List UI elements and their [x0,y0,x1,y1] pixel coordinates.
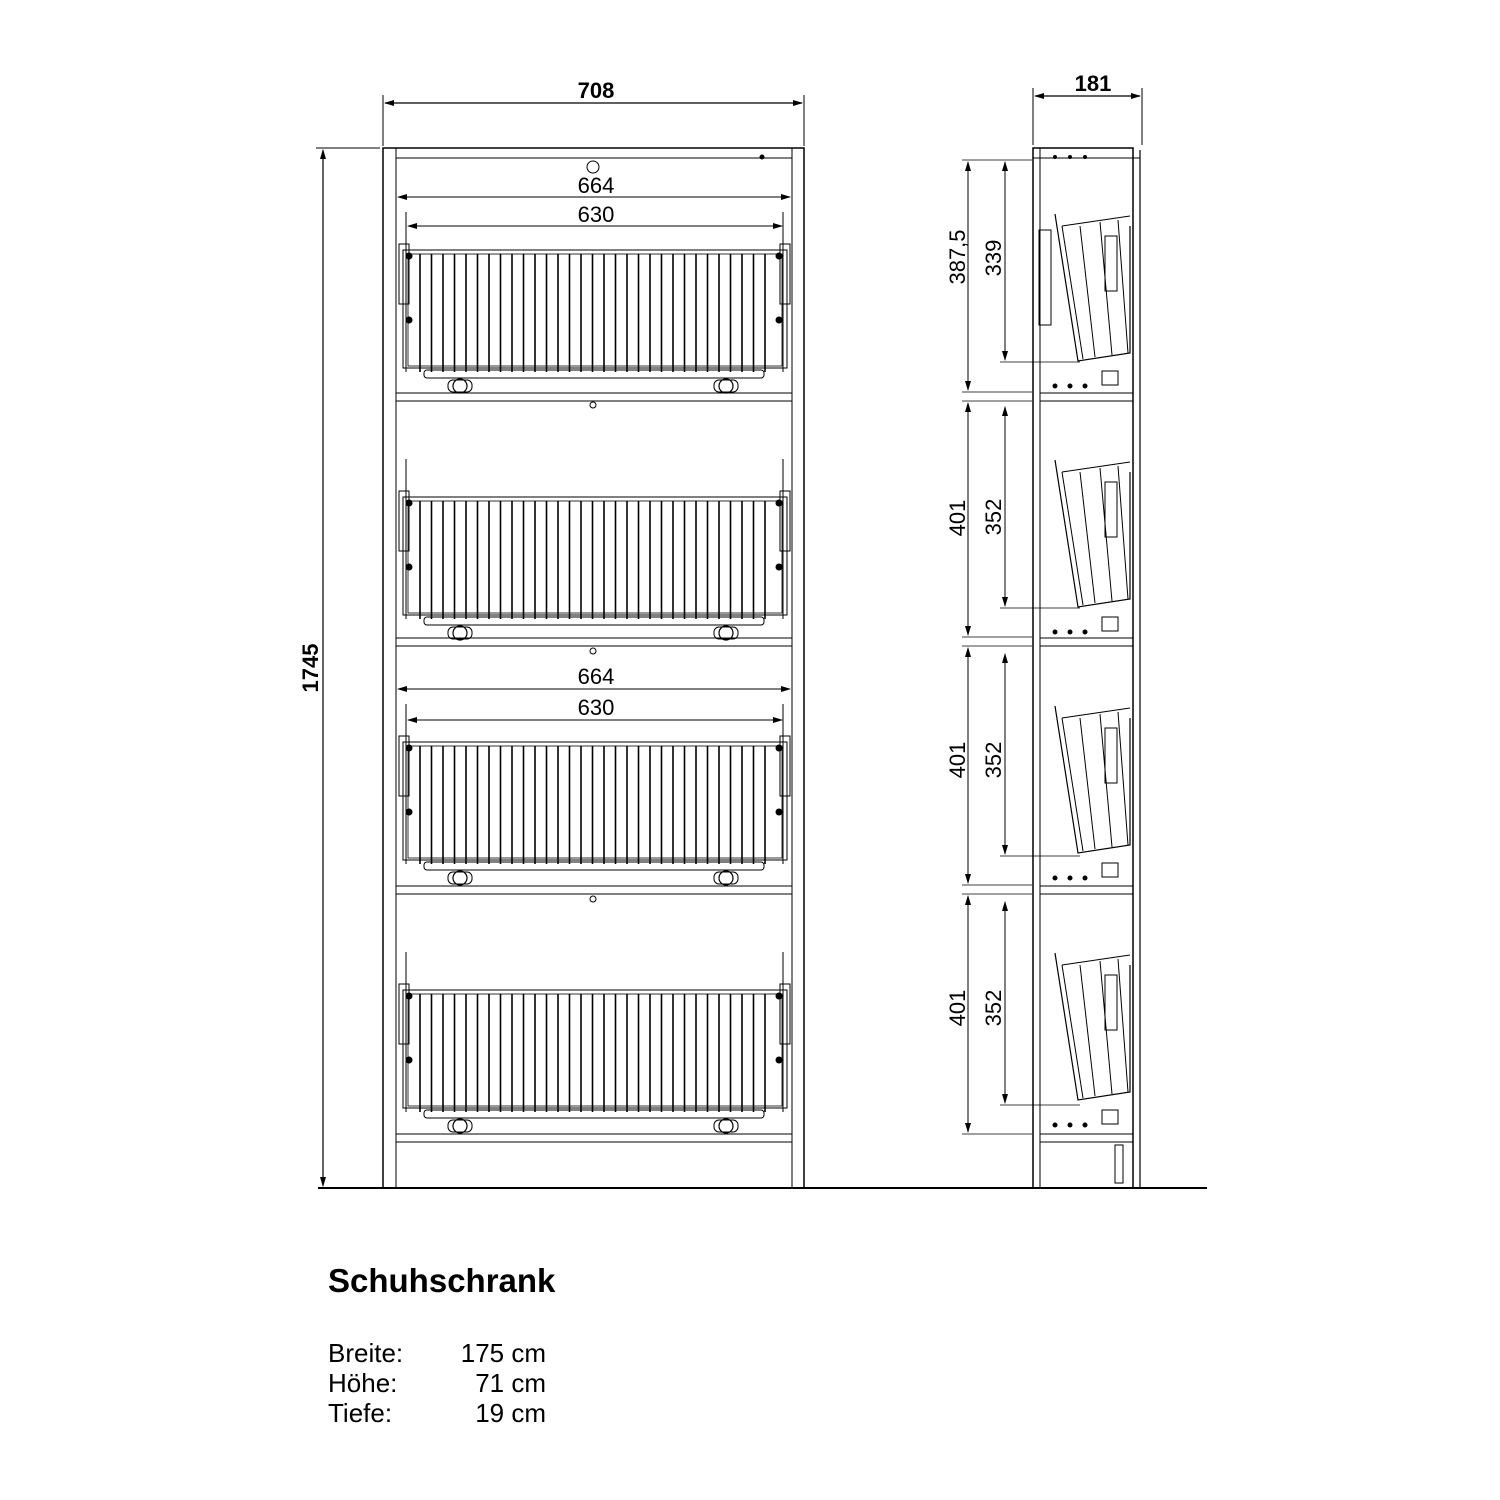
side-inner-height: 352 [981,498,1006,536]
dim-inner-third [398,664,790,720]
spec-row-width [328,1338,558,1368]
side-compartment-dim [945,401,1080,637]
wire-basket [399,704,790,885]
wire-basket [399,212,790,393]
spec-value: 175 cm [460,1338,546,1368]
dim-630-top: 630 [577,202,615,227]
side-inner-height: 352 [981,741,1006,779]
spec-value: 19 cm [475,1398,546,1428]
side-compartment-dim [945,894,1080,1134]
spec-label: Tiefe: [328,1398,393,1428]
spec-label: Höhe: [328,1368,398,1398]
dim-height [298,148,380,1186]
dim-inner-top [398,173,790,227]
side-basket [1053,953,1130,1127]
dim-depth [1033,71,1142,145]
product-title: Schuhschrank [328,1262,556,1299]
side-inner-height: 339 [981,239,1006,277]
spec-label: Breite: [328,1338,404,1368]
dim-height-label: 1745 [298,643,323,693]
wire-basket [399,952,790,1133]
side-compartment-dims [945,160,1080,1134]
dim-depth-label: 181 [1074,71,1112,96]
wire-basket [399,459,790,640]
dim-664-top: 664 [577,173,615,198]
dim-630-third: 630 [577,695,615,720]
spec-row-depth [328,1398,558,1428]
dim-width-label: 708 [577,78,615,103]
side-compartment-dim [945,646,1080,885]
side-baskets [1039,155,1130,1127]
spec-value: 71 cm [475,1368,546,1398]
product-specs [328,1338,558,1428]
spec-row-height [328,1368,558,1398]
side-inner-height: 352 [981,989,1006,1027]
side-outer-height: 401 [945,499,970,537]
side-outer-height: 401 [945,989,970,1027]
side-basket [1053,706,1130,880]
side-compartment-dim [945,160,1080,392]
dim-664-third: 664 [577,664,615,689]
dim-width [383,78,804,146]
side-outer-height: 387,5 [945,229,970,285]
side-outer-height: 401 [945,741,970,779]
